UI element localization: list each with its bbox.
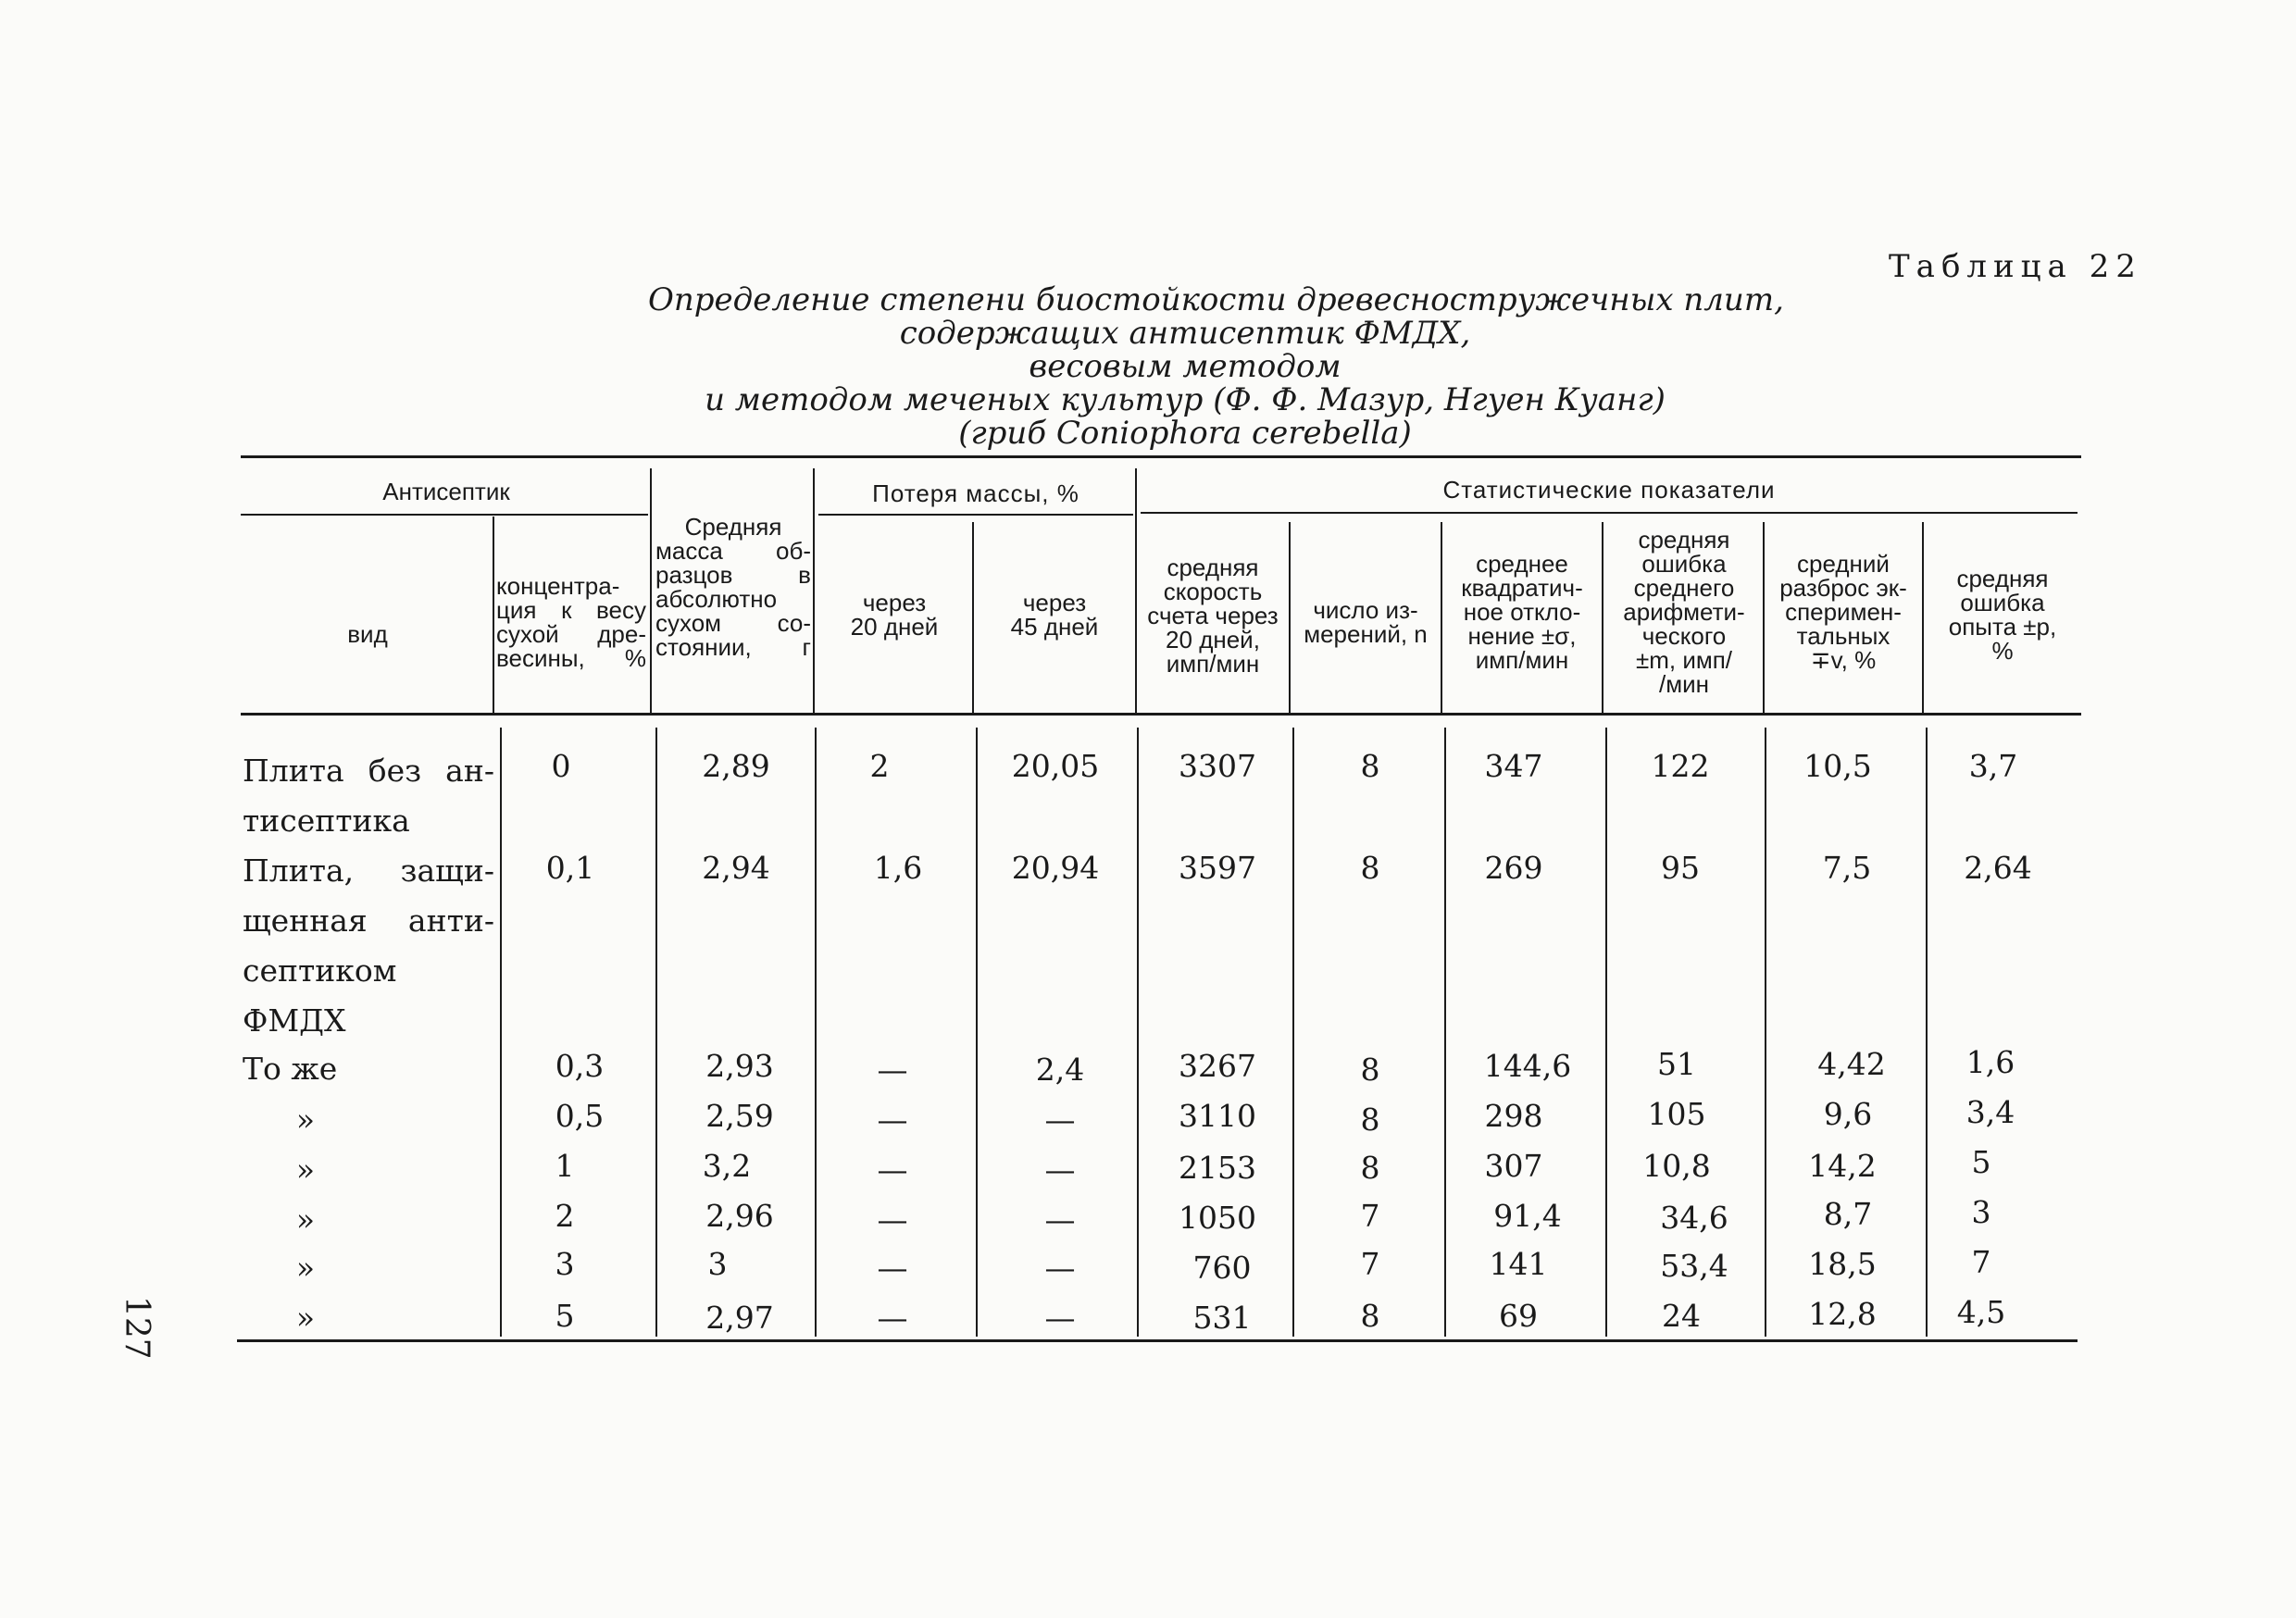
cell-sigma: 298	[1484, 1098, 1543, 1134]
cell-conc: 2	[555, 1198, 575, 1234]
cell-l45: 20,05	[1011, 748, 1100, 784]
col-divider	[655, 728, 657, 1337]
cell-n: 8	[1360, 1150, 1380, 1186]
col-divider	[1135, 468, 1137, 713]
caption-line: (гриб Coniophora cerebella)	[958, 415, 1412, 452]
cell-mass: 2,59	[705, 1098, 774, 1134]
col-divider	[1292, 728, 1294, 1337]
cell-n: 8	[1360, 1298, 1380, 1334]
cell-l45: —	[1044, 1151, 1076, 1188]
cell-mass: 3,2	[702, 1148, 752, 1184]
row-vid: То же	[243, 1051, 338, 1087]
cell-speed: 3110	[1179, 1098, 1256, 1134]
row-vid: Плита без ан- тисептика	[243, 753, 494, 839]
cell-conc: 3	[555, 1246, 575, 1282]
cell-speed: 3267	[1179, 1048, 1256, 1084]
cell-sigma: 69	[1499, 1298, 1538, 1334]
cell-l20: —	[877, 1101, 908, 1138]
cell-n: 7	[1360, 1198, 1380, 1234]
header-stats: Статистические показатели	[1442, 476, 1776, 504]
cell-m: 34,6	[1660, 1200, 1728, 1236]
col-divider	[1137, 728, 1139, 1337]
col-divider	[1441, 522, 1442, 713]
col-divider	[813, 468, 815, 713]
col-divider	[1765, 728, 1766, 1337]
cell-p: 5	[1971, 1144, 1991, 1180]
cell-v: 10,5	[1803, 748, 1872, 784]
col-divider	[1605, 728, 1607, 1337]
cell-m: 95	[1661, 850, 1700, 886]
row-vid: »	[295, 1250, 316, 1286]
cell-speed: 531	[1192, 1300, 1252, 1336]
cell-v: 4,42	[1817, 1046, 1886, 1082]
cell-l45: —	[1044, 1250, 1076, 1286]
cell-n: 8	[1360, 1101, 1380, 1138]
cell-mass: 2,89	[702, 748, 770, 784]
cell-m: 10,8	[1642, 1148, 1711, 1184]
cell-p: 3	[1971, 1194, 1991, 1230]
cell-conc: 0,3	[555, 1048, 605, 1084]
cell-conc: 1	[555, 1148, 575, 1184]
col-divider	[1926, 728, 1928, 1337]
cell-speed: 760	[1192, 1250, 1252, 1286]
cell-l20: —	[877, 1300, 908, 1336]
cell-sigma: 307	[1484, 1148, 1543, 1184]
cell-p: 4,5	[1956, 1294, 2006, 1330]
cell-l45: 20,94	[1011, 850, 1100, 886]
cell-l20: —	[877, 1201, 908, 1238]
cell-m: 51	[1657, 1046, 1696, 1082]
col-divider	[1289, 522, 1291, 713]
col-divider	[972, 522, 974, 713]
cell-speed: 1050	[1179, 1200, 1256, 1236]
cell-mass: 2,96	[705, 1198, 774, 1234]
cell-conc: 0,5	[555, 1098, 605, 1134]
page-number: 127	[118, 1296, 156, 1360]
cell-l20: —	[877, 1250, 908, 1286]
cell-sigma: 269	[1484, 850, 1543, 886]
cell-l20: 1,6	[873, 850, 923, 886]
cell-p: 7	[1971, 1244, 1991, 1280]
cell-p: 3,4	[1965, 1094, 2015, 1130]
caption-line: содержащих антисептик ФМДХ,	[899, 315, 1471, 352]
cell-v: 12,8	[1808, 1296, 1877, 1332]
col-divider	[815, 728, 817, 1337]
cell-l20: —	[877, 1052, 908, 1088]
cell-p: 1,6	[1965, 1044, 2015, 1080]
cell-p: 3,7	[1968, 748, 2018, 784]
cell-l45: 2,4	[1035, 1052, 1085, 1088]
cell-n: 8	[1360, 1052, 1380, 1088]
cell-speed: 3597	[1179, 850, 1256, 886]
cell-v: 7,5	[1822, 850, 1872, 886]
cell-m: 24	[1662, 1298, 1701, 1334]
row-vid: »	[295, 1151, 316, 1188]
caption-line: весовым методом	[1029, 348, 1341, 385]
cell-v: 9,6	[1823, 1096, 1873, 1132]
table-number: Таблица 22	[1889, 248, 2142, 285]
cell-conc: 0,1	[545, 850, 595, 886]
header-bottom-rule	[241, 713, 2081, 716]
cell-v: 18,5	[1808, 1246, 1877, 1282]
cell-m: 53,4	[1660, 1248, 1728, 1284]
col-divider	[650, 468, 652, 713]
cell-l45: —	[1044, 1101, 1076, 1138]
massloss-underline	[818, 514, 1133, 516]
cell-l45: —	[1044, 1300, 1076, 1336]
cell-mass: 2,93	[705, 1048, 774, 1084]
cell-n: 8	[1360, 748, 1380, 784]
cell-speed: 2153	[1179, 1150, 1256, 1186]
cell-n: 7	[1360, 1246, 1380, 1282]
table-bottom-rule	[237, 1339, 2078, 1342]
cell-l45: —	[1044, 1201, 1076, 1238]
col-divider	[976, 728, 978, 1337]
cell-sigma: 144,6	[1483, 1048, 1572, 1084]
col-divider	[500, 728, 502, 1337]
cell-conc: 5	[555, 1298, 575, 1334]
stats-underline	[1141, 512, 2078, 514]
row-vid: »	[295, 1101, 316, 1138]
cell-l20: —	[877, 1151, 908, 1188]
header-mass-loss: Потеря массы, %	[872, 479, 1079, 507]
cell-v: 8,7	[1823, 1196, 1873, 1232]
cell-n: 8	[1360, 850, 1380, 886]
cell-mass: 2,97	[705, 1300, 774, 1336]
cell-m: 105	[1647, 1096, 1706, 1132]
cell-m: 122	[1651, 748, 1710, 784]
cell-sigma: 91,4	[1493, 1198, 1562, 1234]
col-divider	[1763, 522, 1765, 713]
row-vid: »	[295, 1201, 316, 1238]
cell-l20: 2	[869, 748, 890, 784]
col-divider	[493, 517, 494, 713]
cell-conc: 0	[551, 748, 571, 784]
cell-v: 14,2	[1808, 1148, 1877, 1184]
header-vid: вид	[347, 620, 388, 648]
table-top-rule	[241, 455, 2081, 458]
col-divider	[1922, 522, 1924, 713]
row-vid: »	[295, 1300, 316, 1336]
col-divider	[1444, 728, 1446, 1337]
caption-line: Определение степени биостойкости древесностружечных плит,	[648, 281, 1784, 318]
table-caption	[648, 281, 1784, 452]
cell-sigma: 347	[1484, 748, 1543, 784]
caption-line: и методом меченых культур (Ф. Ф. Мазур, Нгуен Куанг)	[705, 381, 1666, 418]
cell-speed: 3307	[1179, 748, 1256, 784]
row-vid: Плита, защи- щенная анти- септиком ФМДХ	[243, 853, 494, 1039]
header-antiseptic: Антисептик	[382, 478, 510, 505]
antiseptic-underline	[241, 514, 648, 516]
cell-sigma: 141	[1489, 1246, 1548, 1282]
col-divider	[1602, 522, 1603, 713]
cell-mass: 2,94	[702, 850, 770, 886]
cell-p: 2,64	[1964, 850, 2032, 886]
cell-mass: 3	[707, 1246, 728, 1282]
